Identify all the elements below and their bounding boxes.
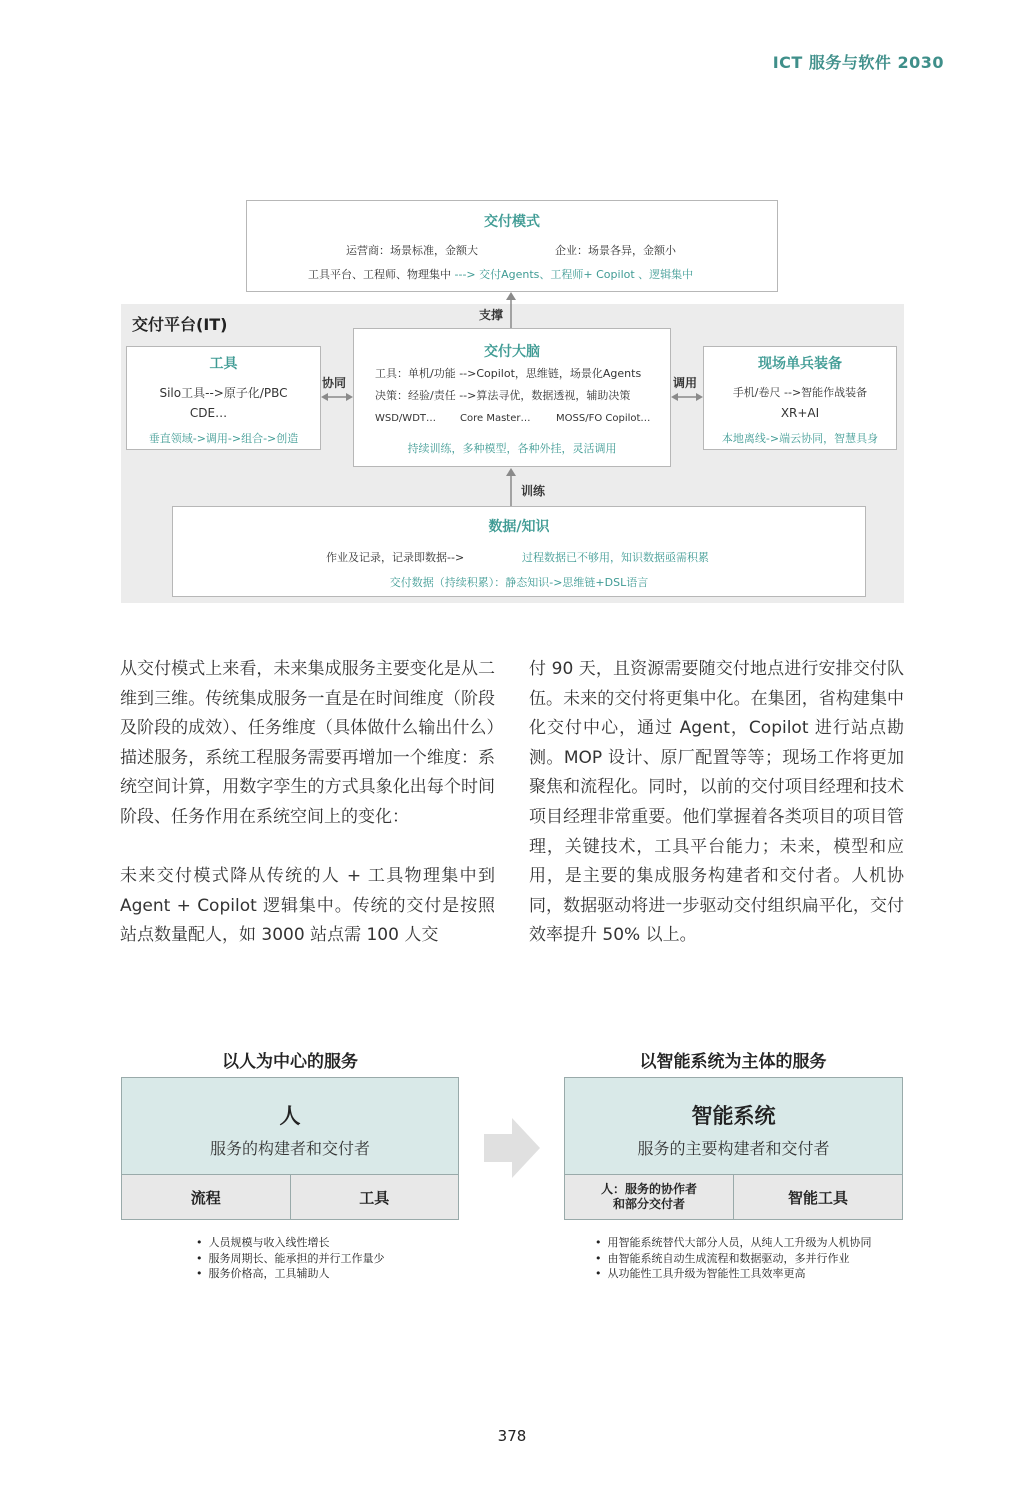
tools-line2: CDE…: [189, 406, 228, 420]
delivery-mode-title: 交付模式: [484, 214, 540, 230]
data-line2: 交付数据（持续积累）：静态知识->思维链+DSL语言: [389, 576, 649, 589]
tools-title: 工具: [209, 356, 238, 372]
brain-line2: 决策：经验/责任 -->算法寻优，数据透视，辅助决策: [375, 389, 631, 402]
invoke-label: 调用: [673, 376, 698, 390]
tools-line3: 垂直领域->调用->组合->创造: [148, 432, 299, 445]
ai-service-subtitle: 服务的主要构建者和交付者: [637, 1139, 830, 1158]
field-line1: 手机/卷尺 -->智能作战装备: [732, 386, 868, 399]
ai-service-title: 以智能系统为主体的服务: [639, 1052, 827, 1072]
train-label: 训练: [521, 484, 546, 498]
tools-box: [126, 346, 321, 450]
platform-label: 交付平台(IT): [132, 315, 228, 334]
human-service-subtitle: 服务的构建者和交付者: [209, 1139, 370, 1158]
right-arrow-icon: [484, 1118, 542, 1178]
support-label: 支撑: [479, 308, 504, 322]
body-left-paragraph-2: 未来交付模式降从传统的人 + 工具物理集中到 Agent + Copilot 逻辑集中。传统的交付是按照站点数量配人，如 3000 站点需 100 人交: [120, 866, 495, 946]
field-line3: 本地离线->端云协同，智慧具身: [721, 432, 879, 445]
body-right-paragraph-1: 付 90 天，且资源需要随交付地点进行安排交付队伍。未来的交付将更集中化。在集团，省构建集中化交付中心，通过 Agent，Copilot 进行站点勘测。MOP 设计、原厂配置等等；现场工作将更加聚焦和流程化。同时，以前的交付项目经理和技术项目经理非常重要。他们掌握着各类项目的项目管理，关键技术，工具平台能力；未来，模型和应用，是主要的集成服务构建者和交付者。人机协同，数据驱动将进一步驱动交付组织扁平化，交付效率提升 50% 以上。: [529, 659, 904, 946]
delivery-mode-enterprise: 企业：场景各异，金额小: [555, 244, 676, 257]
human-service-box: [121, 1077, 459, 1220]
data-knowledge-box: [172, 506, 866, 597]
support-arrow-head: [506, 292, 516, 300]
body-right-column: [529, 655, 904, 951]
collab-label: 协同: [322, 376, 347, 390]
human-service-process: 流程: [190, 1188, 221, 1207]
human-service-bullet: • 服务价格高，工具辅助人: [196, 1266, 385, 1282]
brain-line3b: Core Master…: [460, 413, 531, 424]
human-service-bullets: [196, 1235, 385, 1282]
train-arrow-head: [506, 468, 516, 476]
collab-arrow-left-head: [321, 393, 328, 401]
ai-service-bullet: • 由智能系统自动生成流程和数据驱动，多并行作业: [595, 1251, 872, 1267]
tools-line1: Silo工具-->原子化/PBC: [159, 386, 288, 400]
body-left-column: [120, 655, 495, 951]
human-service-tools: 工具: [290, 1175, 459, 1219]
ai-service-heading: 智能系统: [691, 1104, 776, 1128]
human-service-bullet: • 服务周期长、能承担的并行工作量少: [196, 1251, 385, 1267]
human-service-heading: 人: [279, 1104, 301, 1128]
brain-title: 交付大脑: [484, 344, 540, 360]
page-number: 378: [497, 1427, 527, 1445]
invoke-arrow-right-head: [696, 393, 703, 401]
field-line2: XR+AI: [780, 406, 820, 420]
field-equipment-box: [703, 346, 897, 450]
ai-service-human-role-line1: 人：服务的协作者: [600, 1182, 697, 1196]
human-service-title: 以人为中心的服务: [222, 1052, 358, 1072]
data-title: 数据/知识: [488, 519, 550, 535]
ai-service-box: [564, 1077, 903, 1220]
ai-service-bullets: [595, 1235, 872, 1282]
data-line1-right: 过程数据已不够用，知识数据亟需积累: [522, 551, 709, 564]
invoke-arrow-left-head: [671, 393, 678, 401]
running-header: ICT 服务与软件 2030: [772, 53, 944, 72]
delivery-mode-traditional: 工具平台、工程师、物理集中: [308, 268, 451, 281]
delivery-mode-operator: 运营商：场景标准，金额大: [346, 244, 478, 257]
ai-service-human-role-line2: 和部分交付者: [612, 1197, 685, 1211]
delivery-mode-future: ---> 交付Agents、工程师+ Copilot 、逻辑集中: [454, 268, 694, 281]
body-left-paragraph-1: 从交付模式上来看，未来集成服务主要变化是从二维到三维。传统集成服务一直是在时间维度（阶段及阶段的成效）、任务维度（具体做什么输出什么）描述服务，系统工程服务需要再增加一个维度：系统空间计算，用数字孪生的方式具象化出每个时间阶段、任务作用在系统空间上的变化：: [120, 659, 495, 827]
collab-arrow-right-head: [346, 393, 353, 401]
brain-line3a: WSD/WDT…: [375, 413, 437, 424]
data-line1-left: 作业及记录，记录即数据-->: [326, 551, 465, 564]
brain-line3c: MOSS/FO Copilot…: [556, 413, 651, 424]
brain-line4: 持续训练，多种模型，各种外挂，灵活调用: [407, 442, 617, 455]
field-title: 现场单兵装备: [758, 356, 842, 372]
brain-line1: 工具：单机/功能 -->Copilot，思维链，场景化Agents: [375, 367, 642, 380]
human-service-bullet: • 人员规模与收入线性增长: [196, 1235, 385, 1251]
ai-service-bullet: • 用智能系统替代大部分人员，从纯人工升级为人机协同: [595, 1235, 872, 1251]
delivery-brain-box: [353, 328, 671, 467]
ai-service-smart-tools: 智能工具: [733, 1175, 902, 1219]
ai-service-human-role: [565, 1175, 733, 1219]
ai-service-bullet: • 从功能性工具升级为智能性工具效率更高: [595, 1266, 872, 1282]
